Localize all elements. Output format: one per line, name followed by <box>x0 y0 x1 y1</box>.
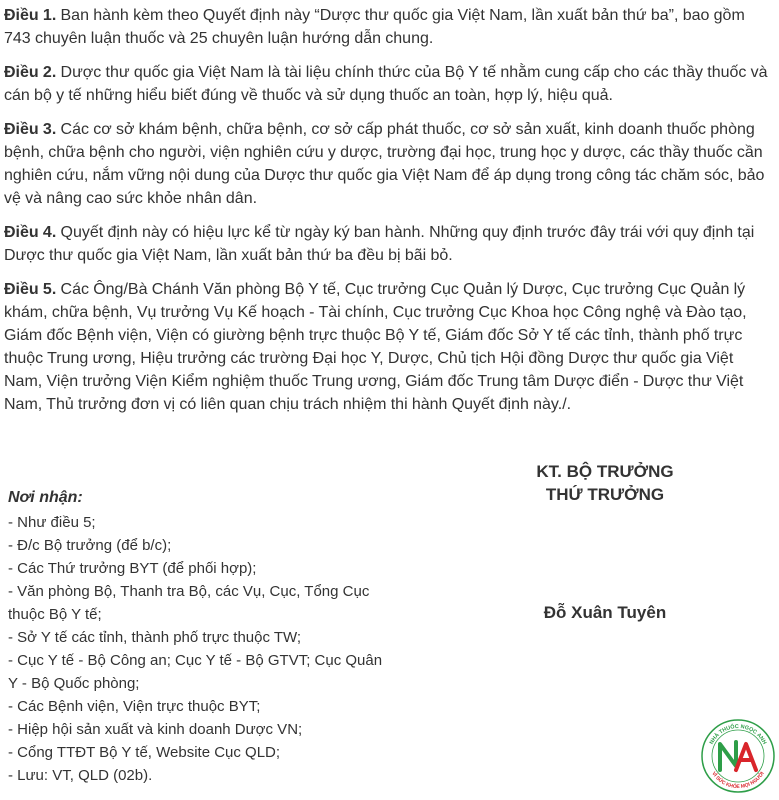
article-3 <box>4 118 770 210</box>
signature-block <box>490 460 720 506</box>
recipient-item: - Đ/c Bộ trưởng (để b/c); <box>8 537 172 554</box>
recipients-block <box>8 486 388 787</box>
article-text: Các cơ sở khám bệnh, chữa bệnh, cơ sở cấp phát thuốc, cơ sở sản xuất, kinh doanh thuốc phòng bệnh, chữa bệnh cho người, viện nghiên cứu y dược, trường đại học, trung học y dược, các thầy thuốc cần nghiên cứu, nắm vững nội dung của Dược thư quốc gia Việt Nam để áp dụng trong công tác chăm sóc, bảo vệ và nâng cao sức khỏe nhân dân. <box>4 121 765 207</box>
recipient-item: - Văn phòng Bộ, Thanh tra Bộ, các Vụ, Cục, Tổng Cục thuộc Bộ Y tế; <box>8 583 370 623</box>
article-label: Điều 5. <box>4 281 57 298</box>
recipient-item: - Các Bệnh viện, Viện trực thuộc BYT; <box>8 698 261 715</box>
recipients-list <box>8 511 388 787</box>
article-2 <box>4 61 770 107</box>
recipient-item: - Lưu: VT, QLD (02b). <box>8 767 153 784</box>
pharmacy-logo-icon <box>700 718 776 794</box>
signature-title: KT. BỘ TRƯỞNG <box>536 462 674 481</box>
logo-ring-top: NHÀ THUỐC NGỌC ANH <box>708 723 768 746</box>
article-label: Điều 3. <box>4 121 57 138</box>
article-text: Dược thư quốc gia Việt Nam là tài liệu chính thức của Bộ Y tế nhằm cung cấp cho các thầy thuốc và cán bộ y tế những hiểu biết đúng về thuốc và sử dụng thuốc an toàn, hợp lý, hiệu quả. <box>4 64 768 104</box>
recipients-title: Nơi nhận: <box>8 489 83 506</box>
recipient-item: - Như điều 5; <box>8 514 96 531</box>
recipient-item: - Sở Y tế các tỉnh, thành phố trực thuộc TW; <box>8 629 302 646</box>
signature-subtitle: THỨ TRƯỞNG <box>545 485 665 504</box>
article-label: Điều 4. <box>4 224 57 241</box>
recipient-item: - Hiệp hội sản xuất và kinh doanh Dược VN; <box>8 721 303 738</box>
article-5 <box>4 278 770 416</box>
article-label: Điều 1. <box>4 7 57 24</box>
article-text: Các Ông/Bà Chánh Văn phòng Bộ Y tế, Cục trưởng Cục Quản lý Dược, Cục trưởng Cục Quản lý khám, chữa bệnh, Vụ trưởng Vụ Kế hoạch - Tài chính, Cục trưởng Cục Khoa học Công nghệ và Đào tạo, Giám đốc Bệnh viện, Viện có giường bệnh trực thuộc Bộ Y tế, Giám đốc Sở Y tế các tỉnh, thành phố trực thuộc Trung ương, Hiệu trưởng các trường Đại học Y, Dược, Chủ tịch Hội đồng Dược thư quốc gia Việt Nam, Viện trưởng Viện Kiểm nghiệm thuốc Trung ương, Giám đốc Trung tâm Dược điển - Dược thư Việt Nam, Thủ trưởng đơn vị có liên quan chịu trách nhiệm thi hành Quyết định này./. <box>4 281 747 413</box>
article-label: Điều 2. <box>4 64 57 81</box>
article-text: Ban hành kèm theo Quyết định này “Dược thư quốc gia Việt Nam, lần xuất bản thứ ba”, bao gồm 743 chuyên luận thuốc và 25 chuyên luận hướng dẫn chung. <box>4 7 745 47</box>
recipient-item: - Các Thứ trưởng BYT (để phối hợp); <box>8 560 257 577</box>
logo-ring-bottom: VÌ SỨC KHỎE MỌI NGƯỜI <box>710 770 766 791</box>
pharmacy-logo <box>700 718 776 794</box>
signer-name: Đỗ Xuân Tuyên <box>543 603 667 622</box>
article-1 <box>4 4 770 50</box>
recipient-item: - Cổng TTĐT Bộ Y tế, Website Cục QLD; <box>8 744 281 761</box>
article-text: Quyết định này có hiệu lực kể từ ngày ký ban hành. Những quy định trước đây trái với quy định tại Dược thư quốc gia Việt Nam, lần xuất bản thứ ba đều bị bãi bỏ. <box>4 224 755 264</box>
article-4 <box>4 221 770 267</box>
recipient-item: - Cục Y tế - Bộ Công an; Cục Y tế - Bộ GTVT; Cục Quân Y - Bộ Quốc phòng; <box>8 652 383 692</box>
articles <box>4 4 770 427</box>
